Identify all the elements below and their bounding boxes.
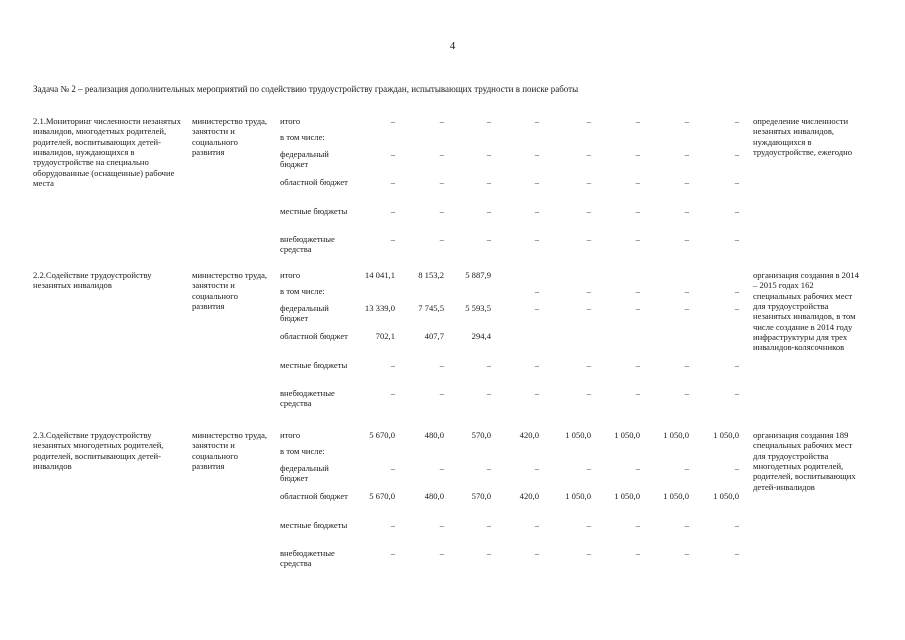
funding-source-label: в том числе: bbox=[280, 286, 325, 296]
table-cell: – bbox=[534, 286, 539, 296]
table-cell: – bbox=[684, 286, 689, 296]
table-cell: – bbox=[635, 463, 640, 473]
table-cell: – bbox=[635, 520, 640, 530]
table-cell: – bbox=[684, 520, 689, 530]
table-cell: – bbox=[586, 388, 591, 398]
table-cell: – bbox=[486, 388, 491, 398]
activity-name: 2.1.Мониторинг численности незанятых инвалидов, многодетных родителей, родителей, воспитывающих детей-инвалидов, нуждающихся в трудоустройстве на специально оборудованные (оснащенные) рабочие места bbox=[33, 116, 181, 188]
table-cell: – bbox=[439, 116, 444, 126]
table-cell: – bbox=[534, 116, 539, 126]
expected-result: организация создания 189 специальных рабочих мест для трудоустройства многодетных родителей, родителей, воспитывающих детей-инвалидов bbox=[753, 430, 856, 492]
page-number: 4 bbox=[449, 40, 456, 52]
funding-source-label: итого bbox=[280, 116, 301, 126]
table-cell: – bbox=[534, 149, 539, 159]
table-cell: – bbox=[635, 360, 640, 370]
funding-source-label: местные бюджеты bbox=[280, 520, 348, 530]
table-cell: – bbox=[390, 177, 395, 187]
table-cell: – bbox=[684, 463, 689, 473]
table-cell: – bbox=[390, 360, 395, 370]
table-cell: – bbox=[439, 548, 444, 558]
table-cell: 294,4 bbox=[471, 331, 491, 341]
table-cell: – bbox=[684, 116, 689, 126]
table-cell: 1 050,0 bbox=[713, 430, 739, 440]
funding-source-label: областной бюджет bbox=[280, 491, 348, 501]
table-cell: 1 050,0 bbox=[614, 430, 640, 440]
table-cell: – bbox=[439, 234, 444, 244]
funding-source-label: местные бюджеты bbox=[280, 360, 348, 370]
table-cell: – bbox=[586, 548, 591, 558]
activity-name: 2.3.Содействие трудоустройству незанятых многодетных родителей, родителей, воспитывающих детей-инвалидов bbox=[33, 430, 164, 471]
table-cell: – bbox=[684, 149, 689, 159]
table-cell: 5 887,9 bbox=[465, 270, 491, 280]
table-cell: – bbox=[734, 463, 739, 473]
table-cell: – bbox=[635, 234, 640, 244]
funding-source-label: в том числе: bbox=[280, 132, 325, 142]
table-cell: – bbox=[586, 286, 591, 296]
table-cell: – bbox=[534, 463, 539, 473]
funding-source-label: итого bbox=[280, 270, 301, 280]
table-cell: 5 593,5 bbox=[465, 303, 491, 313]
table-cell: – bbox=[635, 388, 640, 398]
funding-source-label: внебюджетные средства bbox=[280, 388, 335, 409]
responsible-executor: министерство труда, занятости и социального развития bbox=[192, 116, 268, 157]
table-cell: – bbox=[439, 177, 444, 187]
table-cell: 1 050,0 bbox=[663, 491, 689, 501]
table-cell: – bbox=[486, 177, 491, 187]
table-cell: – bbox=[586, 234, 591, 244]
table-cell: – bbox=[734, 116, 739, 126]
funding-source-label: федеральный бюджет bbox=[280, 149, 329, 170]
table-cell: – bbox=[586, 206, 591, 216]
funding-source-label: федеральный бюджет bbox=[280, 303, 329, 324]
table-cell: 7 745,5 bbox=[418, 303, 444, 313]
table-cell: 13 339,0 bbox=[364, 303, 395, 313]
table-cell: – bbox=[486, 206, 491, 216]
table-cell: – bbox=[390, 520, 395, 530]
table-cell: – bbox=[390, 548, 395, 558]
table-cell: – bbox=[734, 303, 739, 313]
table-cell: – bbox=[439, 360, 444, 370]
table-cell: – bbox=[534, 177, 539, 187]
table-cell: – bbox=[684, 388, 689, 398]
funding-source-label: внебюджетные средства bbox=[280, 548, 335, 569]
table-cell: – bbox=[586, 149, 591, 159]
table-cell: – bbox=[534, 548, 539, 558]
table-cell: – bbox=[486, 520, 491, 530]
table-cell: – bbox=[734, 548, 739, 558]
table-cell: – bbox=[586, 303, 591, 313]
table-cell: – bbox=[390, 463, 395, 473]
table-cell: – bbox=[586, 360, 591, 370]
table-cell: – bbox=[439, 463, 444, 473]
table-cell: – bbox=[734, 177, 739, 187]
table-cell: – bbox=[486, 116, 491, 126]
funding-source-label: итого bbox=[280, 430, 301, 440]
table-cell: – bbox=[734, 286, 739, 296]
table-cell: – bbox=[390, 116, 395, 126]
table-cell: – bbox=[390, 234, 395, 244]
table-cell: – bbox=[486, 548, 491, 558]
table-cell: – bbox=[486, 149, 491, 159]
table-cell: – bbox=[534, 234, 539, 244]
table-cell: – bbox=[635, 286, 640, 296]
responsible-executor: министерство труда, занятости и социального развития bbox=[192, 430, 268, 471]
table-cell: – bbox=[486, 360, 491, 370]
table-cell: – bbox=[684, 303, 689, 313]
table-cell: 420,0 bbox=[519, 430, 539, 440]
table-cell: 570,0 bbox=[471, 430, 491, 440]
table-cell: – bbox=[534, 520, 539, 530]
table-cell: – bbox=[684, 548, 689, 558]
table-cell: – bbox=[586, 520, 591, 530]
funding-source-label: областной бюджет bbox=[280, 331, 348, 341]
expected-result: организация создания в 2014 – 2015 годах 162 специальных рабочих мест для трудоустройства незанятых инвалидов, в том числе создание в 2014 году инфраструктуры для трех инвалидов-колясочников bbox=[753, 270, 859, 353]
table-cell: 5 670,0 bbox=[369, 491, 395, 501]
table-cell: – bbox=[439, 149, 444, 159]
table-cell: – bbox=[439, 206, 444, 216]
table-cell: – bbox=[734, 388, 739, 398]
table-cell: 1 050,0 bbox=[565, 430, 591, 440]
table-cell: – bbox=[534, 360, 539, 370]
table-cell: 1 050,0 bbox=[565, 491, 591, 501]
table-cell: – bbox=[635, 206, 640, 216]
table-cell: – bbox=[486, 234, 491, 244]
table-cell: 1 050,0 bbox=[614, 491, 640, 501]
activity-name: 2.2.Содействие трудоустройству незанятых инвалидов bbox=[33, 270, 152, 291]
table-cell: 407,7 bbox=[424, 331, 444, 341]
table-cell: – bbox=[635, 303, 640, 313]
table-cell: – bbox=[534, 303, 539, 313]
table-cell: 480,0 bbox=[424, 430, 444, 440]
table-cell: – bbox=[684, 234, 689, 244]
table-cell: 8 153,2 bbox=[418, 270, 444, 280]
table-cell: – bbox=[390, 206, 395, 216]
table-cell: 420,0 bbox=[519, 491, 539, 501]
funding-source-label: местные бюджеты bbox=[280, 206, 348, 216]
table-cell: 1 050,0 bbox=[663, 430, 689, 440]
table-cell: – bbox=[684, 360, 689, 370]
table-cell: 480,0 bbox=[424, 491, 444, 501]
table-cell: 570,0 bbox=[471, 491, 491, 501]
table-cell: – bbox=[635, 177, 640, 187]
table-cell: 1 050,0 bbox=[713, 491, 739, 501]
table-cell: – bbox=[684, 206, 689, 216]
table-cell: – bbox=[586, 463, 591, 473]
responsible-executor: министерство труда, занятости и социального развития bbox=[192, 270, 268, 311]
funding-source-label: областной бюджет bbox=[280, 177, 348, 187]
table-cell: – bbox=[486, 463, 491, 473]
table-cell: – bbox=[534, 206, 539, 216]
funding-source-label: внебюджетные средства bbox=[280, 234, 335, 255]
table-cell: – bbox=[534, 388, 539, 398]
table-cell: – bbox=[734, 149, 739, 159]
funding-source-label: федеральный бюджет bbox=[280, 463, 329, 484]
table-cell: – bbox=[586, 177, 591, 187]
table-cell: – bbox=[734, 520, 739, 530]
table-cell: – bbox=[390, 388, 395, 398]
table-cell: – bbox=[390, 149, 395, 159]
table-cell: – bbox=[635, 548, 640, 558]
table-cell: – bbox=[635, 116, 640, 126]
task-heading: Задача № 2 – реализация дополнительных мероприятий по содействию трудоустройству граждан, испытывающих трудности в поиске работы bbox=[33, 84, 579, 94]
table-cell: – bbox=[635, 149, 640, 159]
table-cell: – bbox=[439, 520, 444, 530]
funding-source-label: в том числе: bbox=[280, 446, 325, 456]
expected-result: определение численности незанятых инвалидов, нуждающихся в трудоустройстве, ежегодно bbox=[753, 116, 853, 157]
table-cell: – bbox=[734, 234, 739, 244]
table-cell: – bbox=[734, 206, 739, 216]
table-cell: 5 670,0 bbox=[369, 430, 395, 440]
table-cell: 14 041,1 bbox=[364, 270, 395, 280]
table-cell: – bbox=[586, 116, 591, 126]
table-cell: – bbox=[439, 388, 444, 398]
table-cell: – bbox=[684, 177, 689, 187]
table-cell: 702,1 bbox=[375, 331, 395, 341]
table-cell: – bbox=[734, 360, 739, 370]
